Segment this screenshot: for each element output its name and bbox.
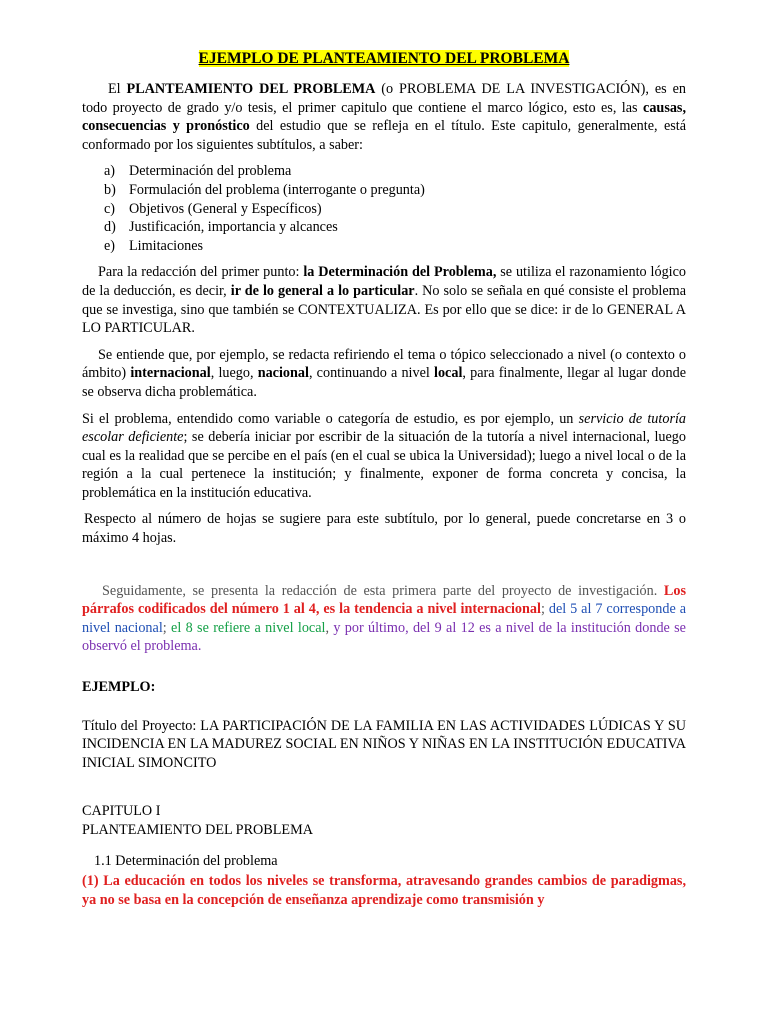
section-heading: 1.1 Determinación del problema xyxy=(94,852,278,869)
chapter-label: CAPITULO I xyxy=(82,803,161,820)
intro-paragraph: El PLANTEAMIENTO DEL PROBLEMA (o PROBLEMA DE LA INVESTIGACIÓN), es en todo proyecto de grado y/o tesis, el primer capitulo que contiene el marco lógico, esto es, las causas, consecuencias y pronóstico del estudio que se refleja en el título. Este capitulo, generalmente, está conformado por los siguientes subtítulos, a saber: xyxy=(82,81,686,153)
list-item: a) Determinación del problema xyxy=(104,163,292,180)
paragraph-example-variable: Si el problema, entendido como variable o categoría de estudio, es por ejemplo, un servicio de tutoría escolar deficiente; se debería iniciar por escribir de la situación de la tutoría a nivel internacional, luego cual es la realidad que se percibe en el país (en el cual se ubica la Universidad); luego a nivel local o de la región a la cual pertenece la institución; y finalmente, exponer de forma concreta y concisa, la problemática en la institución educativa. xyxy=(82,410,686,501)
paragraph-determination: Para la redacción del primer punto: la Determinación del Problema, se utiliza el razonamiento lógico de la deducción, es decir, ir de lo general a lo particular. No solo se señala en qué consiste el problema que se investiga, sino que también se CONTEXTUALIZA. Es por ello que se dice: ir de lo GENERAL A LO PARTICULAR. xyxy=(82,264,687,337)
list-item: e) Limitaciones xyxy=(104,237,204,254)
document-title: EJEMPLO DE PLANTEAMIENTO DEL PROBLEMA xyxy=(198,50,570,67)
chapter-title: PLANTEAMIENTO DEL PROBLEMA xyxy=(82,822,313,838)
paragraph-pages: Respecto al número de hojas se sugiere para este subtítulo, por lo general, puede concretarse en 3 o máximo 4 hojas. xyxy=(82,511,686,547)
list-item: d) Justificación, importancia y alcances xyxy=(104,219,338,236)
document-page xyxy=(82,50,686,909)
example-label: EJEMPLO: xyxy=(82,679,156,696)
paragraph-1: (1) La educación en todos los niveles se transforma, atravesando grandes cambios de paradigmas, ya no se basa en la concepción de enseñanza aprendizaje como transmisión y xyxy=(82,873,686,908)
paragraph-levels: Se entiende que, por ejemplo, se redacta refiriendo el tema o tópico seleccionado a nivel (o contexto o ámbito) internacional, luego, nacional, continuando a nivel local, para finalmente, llegar al lugar donde se observa dicha problemática. xyxy=(82,346,686,400)
list-item: b) Formulación del problema (interrogante o pregunta) xyxy=(104,181,425,198)
paragraph-coded: Seguidamente, se presenta la redacción de esta primera parte del proyecto de investigación. Los párrafos codificados del número 1 al 4, es la tendencia a nivel internacional; del 5 al 7 corresponde a nivel nacional; el 8 se refiere a nivel local, y por último, del 9 al 12 es a nivel de la institución donde se observó el problema. xyxy=(82,582,686,655)
subtitle-list xyxy=(82,162,686,255)
project-title: Título del Proyecto: LA PARTICIPACIÓN DE LA FAMILIA EN LAS ACTIVIDADES LÚDICAS Y SU INCIDENCIA EN LA MADUREZ SOCIAL EN NIÑOS Y NIÑAS EN LA INSTITUCIÓN EDUCATIVA INICIAL SIMONCITO xyxy=(82,717,686,771)
list-item: c) Objetivos (General y Específicos) xyxy=(104,200,322,217)
